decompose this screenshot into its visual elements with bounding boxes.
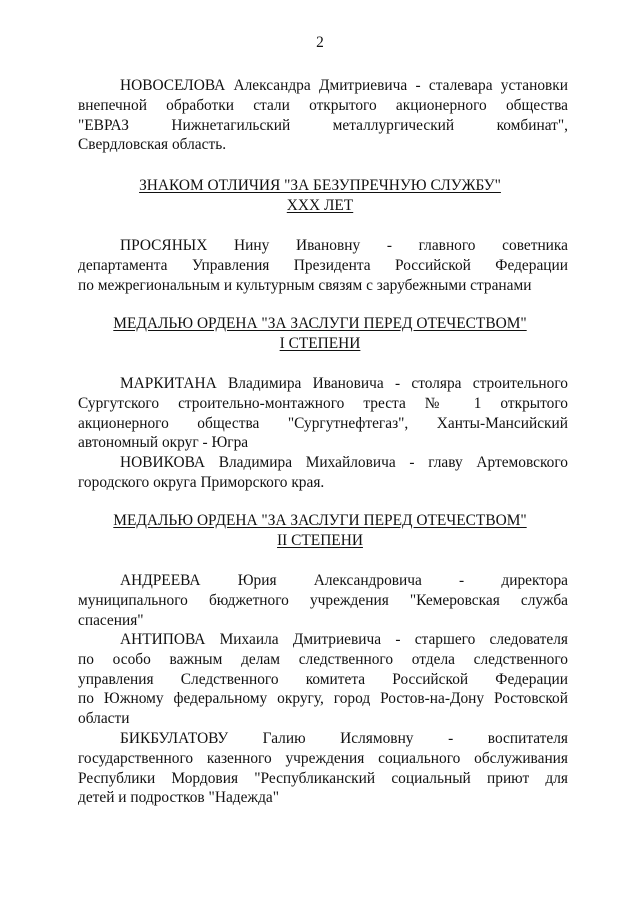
entry-markitan xyxy=(78,374,568,453)
entry-line: по межрегиональным и культурным связям с зарубежными странами xyxy=(78,276,532,294)
section-heading-medal-1 xyxy=(0,314,640,354)
intro-line: "ЕВРАЗ Нижнетагильский металлургический комбинат", xyxy=(78,116,568,134)
entry-andreev xyxy=(78,571,568,630)
entry-line: области xyxy=(78,710,130,728)
section-heading-line: XXX ЛЕТ xyxy=(286,196,354,214)
entry-line: спасения" xyxy=(78,611,144,629)
entry-antipov xyxy=(78,630,568,729)
section-heading-line: ЗНАКОМ ОТЛИЧИЯ "ЗА БЕЗУПРЕЧНУЮ СЛУЖБУ" xyxy=(139,177,501,194)
section-heading-line: МЕДАЛЬЮ ОРДЕНА "ЗА ЗАСЛУГИ ПЕРЕД ОТЕЧЕСТВОМ" xyxy=(113,315,527,332)
intro-line: Свердловская область. xyxy=(78,136,227,154)
entry-line: департамента Управления Президента Российской Федерации xyxy=(78,256,568,274)
intro-line: внепечной обработки стали открытого акционерного общества xyxy=(78,96,568,114)
entry-bikbulatova xyxy=(78,729,568,808)
entry-line: МАРКИТАНА Владимира Ивановича - столяра строительного xyxy=(120,375,568,392)
intro-line: НОВОСЕЛОВА Александра Дмитриевича - сталевара установки xyxy=(120,77,568,94)
section-heading-line: II СТЕПЕНИ xyxy=(277,531,363,549)
section-heading-medal-2 xyxy=(0,511,640,551)
entry-line: Республики Мордовия "Республиканский социальный приют для xyxy=(78,769,568,787)
entry-line: городского округа Приморского края. xyxy=(78,473,325,491)
entry-line: управления Следственного комитета Российской Федерации xyxy=(78,670,568,688)
entry-line: БИКБУЛАТОВУ Галию Ислямовну - воспитателя xyxy=(120,730,568,747)
entry-line: детей и подростков "Надежда" xyxy=(78,789,280,807)
page-number: 2 xyxy=(316,34,324,51)
entry-line: Сургутского строительно-монтажного треста № 1 открытого xyxy=(78,394,568,412)
entry-line: автономный округ - Югра xyxy=(78,434,249,452)
entry-line: по Южному федеральному округу, город Ростов-на-Дону Ростовской xyxy=(78,690,568,708)
intro-paragraph xyxy=(78,76,568,155)
entry-prosyanykh xyxy=(78,236,568,295)
section-heading-line: I СТЕПЕНИ xyxy=(279,334,361,352)
entry-novikov xyxy=(78,453,568,493)
section-heading-badge xyxy=(0,176,640,216)
section-heading-line: МЕДАЛЬЮ ОРДЕНА "ЗА ЗАСЛУГИ ПЕРЕД ОТЕЧЕСТВОМ" xyxy=(113,512,527,529)
entry-line: по особо важным делам следственного отдела следственного xyxy=(78,650,568,668)
entry-line: ПРОСЯНЫХ Нину Ивановну - главного советника xyxy=(120,237,568,254)
entry-line: государственного казенного учреждения социального обслуживания xyxy=(78,749,568,767)
entry-line: муниципального бюджетного учреждения "Кемеровская служба xyxy=(78,591,568,609)
entry-line: НОВИКОВА Владимира Михайловича - главу Артемовского xyxy=(120,454,568,471)
entry-line: АНТИПОВА Михаила Дмитриевича - старшего следователя xyxy=(120,631,568,648)
entry-line: акционерного общества "Сургутнефтегаз", Ханты-Мансийский xyxy=(78,414,568,432)
entry-line: АНДРЕЕВА Юрия Александровича - директора xyxy=(120,572,568,589)
